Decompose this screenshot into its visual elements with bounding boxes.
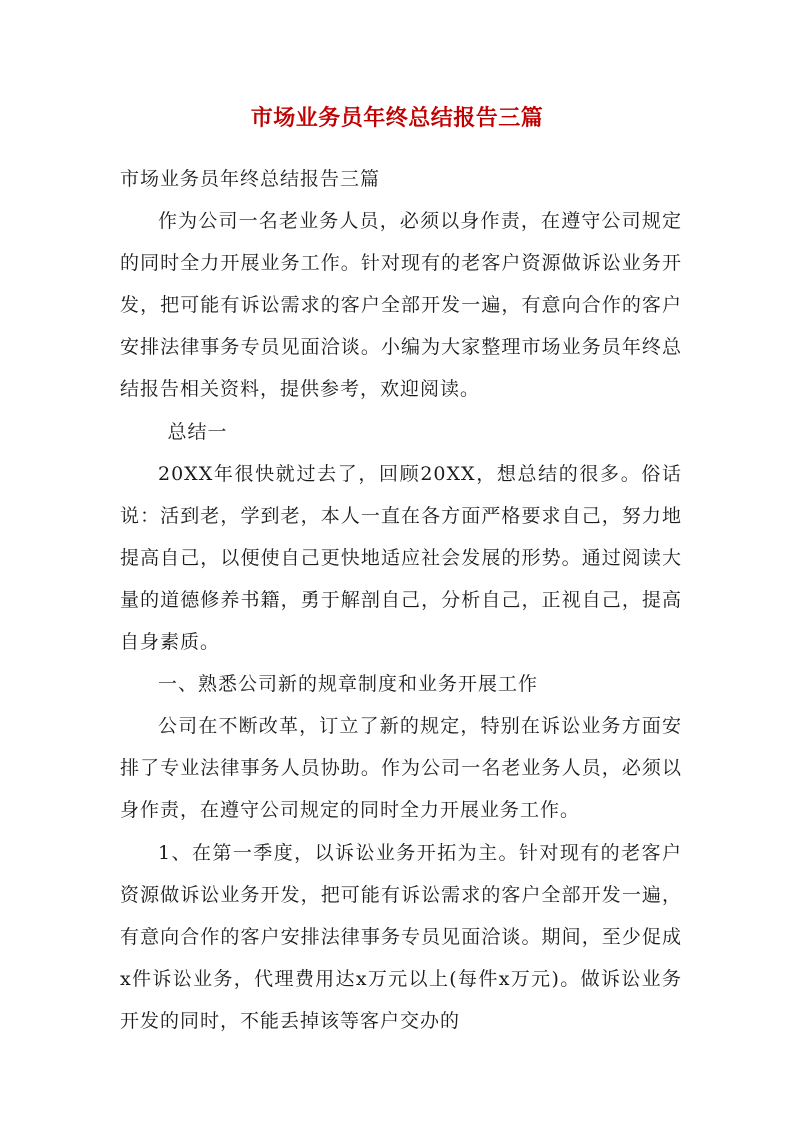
- intro-paragraph: 作为公司一名老业务人员，必须以身作责，在遵守公司规定的同时全力开展业务工作。针对现有的老客户资源做诉讼业务开发，把可能有诉讼需求的客户全部开发一遍，有意向合作的客户安排法律事务专员见面洽谈。小编为大家整理市场业务员年终总结报告相关资料，提供参考，欢迎阅读。: [120, 210, 682, 401]
- section-heading-rules: 一、熟悉公司新的规章制度和业务开展工作: [158, 673, 539, 696]
- document-title: 市场业务员年终总结报告三篇: [250, 105, 544, 131]
- q1-paragraph: 1、在第一季度，以诉讼业务开拓为主。针对现有的老客户资源做诉讼业务开发，把可能有诉讼需求的客户全部开发一遍，有意向合作的客户安排法律事务专员见面洽谈。期间，至少促成x件诉讼业务，代理费用达x万元以上(每件x万元)。做诉讼业务开发的同时，不能丢掉该等客户交办的: [120, 841, 682, 1032]
- rules-paragraph: 公司在不断改革，订立了新的规定，特别在诉讼业务方面安排了专业法律事务人员协助。作为公司一名老业务人员，必须以身作责，在遵守公司规定的同时全力开展业务工作。: [120, 715, 682, 822]
- section-heading-summary-one: 总结一: [167, 420, 228, 443]
- document-subtitle: 市场业务员年终总结报告三篇: [120, 168, 381, 190]
- document-body: [120, 158, 682, 1042]
- summary-paragraph: 20XX年很快就过去了，回顾20XX，想总结的很多。俗话说：活到老，学到老，本人一直在各方面严格要求自己，努力地提高自己，以便使自己更快地适应社会发展的形势。通过阅读大量的道德修养书籍，勇于解剖自己，分析自己，正视自己，提高自身素质。: [120, 462, 682, 654]
